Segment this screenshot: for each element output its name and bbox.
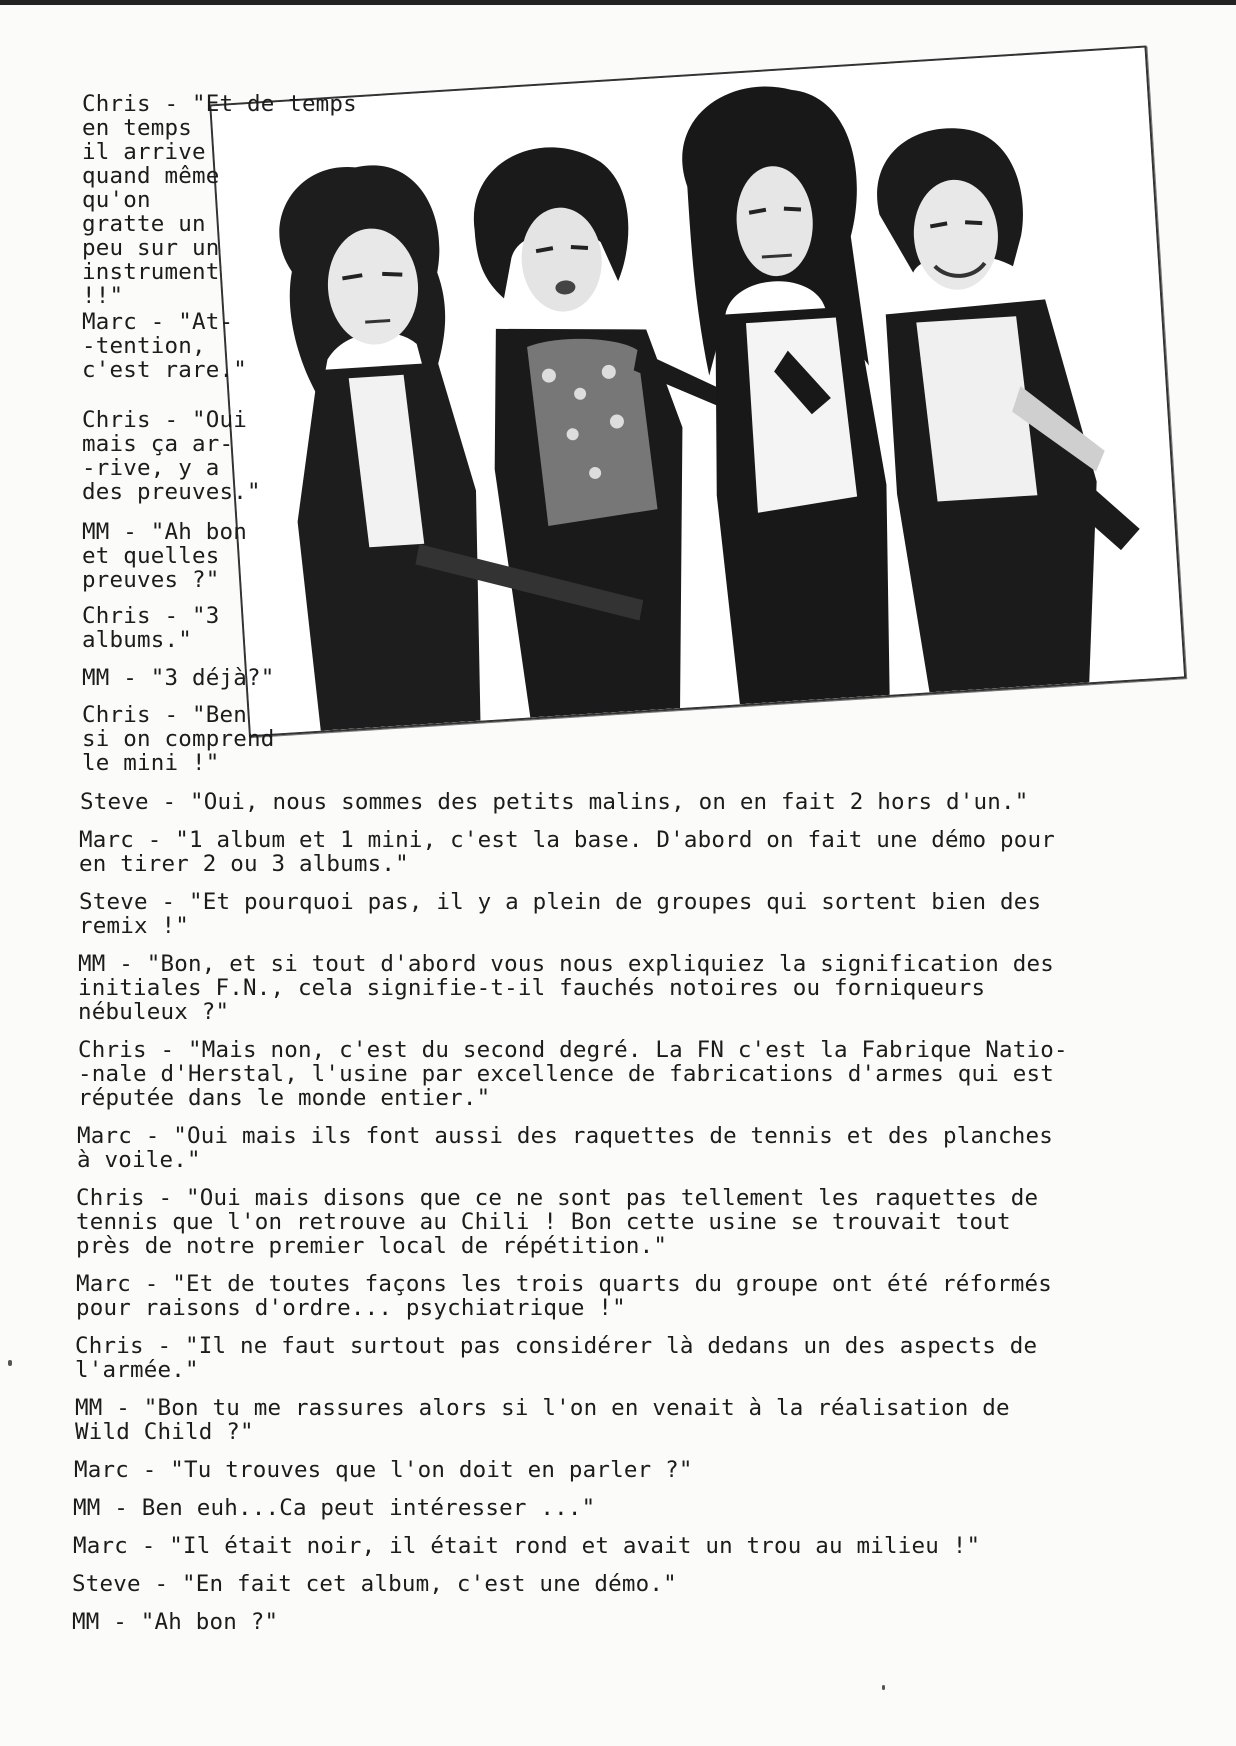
dialogue-line: preuves ?"	[82, 567, 220, 593]
dialogue-line: -rive, y a	[82, 455, 220, 481]
dialogue-paragraph	[72, 1610, 278, 1634]
dialogue-line: albums."	[82, 627, 192, 653]
dialogue-paragraph	[72, 1572, 677, 1596]
intro-line: gratte un	[82, 211, 206, 237]
dialogue-line: Chris - "Il ne faut surtout pas considérer là dedans un des aspects de	[75, 1333, 1038, 1359]
dialogue-line: Chris - "Mais non, c'est du second degré. La FN c'est la Fabrique Natio-	[78, 1037, 1068, 1063]
dialogue-line: Steve - "Et pourquoi pas, il y a plein de groupes qui sortent bien des	[79, 889, 1042, 915]
intro-line: Chris - "Et de temps	[82, 91, 357, 117]
dialogue-line: tennis que l'on retrouve au Chili ! Bon cette usine se trouvait tout	[76, 1209, 1011, 1235]
dialogue-line: Chris - "Oui mais disons que ce ne sont pas tellement les raquettes de	[76, 1185, 1039, 1211]
dialogue-paragraph	[80, 790, 1028, 814]
dialogue-paragraph	[75, 1396, 1010, 1444]
dialogue-paragraph	[78, 952, 1054, 1024]
intro-line: !!"	[82, 283, 124, 309]
dialogue-line: l'armée."	[75, 1357, 199, 1383]
dialogue-paragraph	[73, 1534, 980, 1558]
dialogue-paragraph	[76, 1186, 1038, 1258]
dialogue-paragraph	[82, 310, 247, 382]
dialogue-line: MM - Ben euh...Ca peut intéresser ..."	[73, 1495, 596, 1521]
page-top-edge	[0, 0, 1236, 5]
dialogue-line: en tirer 2 ou 3 albums."	[79, 851, 409, 877]
dialogue-line: Chris - "Oui	[82, 407, 247, 433]
dialogue-line: à voile."	[77, 1147, 201, 1173]
dialogue-paragraph	[82, 666, 274, 690]
dialogue-paragraph	[82, 703, 274, 775]
intro-line: peu sur un	[82, 235, 220, 261]
dialogue-paragraph	[74, 1458, 693, 1482]
dialogue-line: Marc - "Tu trouves que l'on doit en parler ?"	[74, 1457, 693, 1483]
dialogue-paragraph	[75, 1334, 1037, 1382]
dialogue-line: pour raisons d'ordre... psychiatrique !"	[76, 1295, 626, 1321]
dialogue-line: Marc - "Et de toutes façons les trois quarts du groupe ont été réformés	[76, 1271, 1052, 1297]
band-photo-image	[211, 48, 1184, 735]
intro-line: en temps	[82, 115, 192, 141]
dialogue-line: Chris - "Ben	[82, 702, 247, 728]
paper-speck	[8, 1360, 12, 1366]
intro-line: instrument	[82, 259, 220, 285]
dialogue-line: -nale d'Herstal, l'usine par excellence de fabrications d'armes qui est	[78, 1061, 1054, 1087]
dialogue-paragraph	[82, 604, 219, 652]
dialogue-line: Steve - "Oui, nous sommes des petits malins, on en fait 2 hors d'un."	[80, 789, 1029, 815]
paper-speck	[882, 1685, 885, 1690]
dialogue-line: et quelles	[82, 543, 220, 569]
dialogue-line: si on comprend	[82, 726, 275, 752]
dialogue-line: mais ça ar-	[82, 431, 234, 457]
dialogue-line: remix !"	[79, 913, 189, 939]
dialogue-paragraph	[78, 1038, 1068, 1110]
dialogue-line: MM - "Bon, et si tout d'abord vous nous expliquiez la signification des	[78, 951, 1054, 977]
dialogue-line: MM - "Bon tu me rassures alors si l'on en venait à la réalisation de	[75, 1395, 1010, 1421]
dialogue-line: le mini !"	[82, 750, 220, 776]
dialogue-line: Wild Child ?"	[75, 1419, 254, 1445]
dialogue-line: initiales F.N., cela signifie-t-il fauchés notoires ou forniqueurs	[78, 975, 986, 1001]
dialogue-paragraph	[77, 1124, 1053, 1172]
dialogue-line: Marc - "At-	[82, 309, 234, 335]
dialogue-paragraph	[82, 408, 261, 504]
dialogue-line: MM - "Ah bon ?"	[72, 1609, 279, 1635]
dialogue-line: Chris - "3	[82, 603, 220, 629]
dialogue-line: MM - "3 déjà?"	[82, 665, 275, 691]
dialogue-line: près de notre premier local de répétition."	[76, 1233, 668, 1259]
intro-line: quand même	[82, 163, 220, 189]
dialogue-line: Steve - "En fait cet album, c'est une démo."	[72, 1571, 677, 1597]
intro-paragraph	[82, 92, 357, 308]
dialogue-line: des preuves."	[82, 479, 261, 505]
dialogue-line: nébuleux ?"	[78, 999, 230, 1025]
dialogue-line: Marc - "Il était noir, il était rond et avait un trou au milieu !"	[73, 1533, 981, 1559]
dialogue-paragraph	[79, 828, 1055, 876]
dialogue-line: -tention,	[82, 333, 206, 359]
dialogue-paragraph	[79, 890, 1041, 938]
dialogue-line: réputée dans le monde entier."	[78, 1085, 491, 1111]
dialogue-paragraph	[73, 1496, 595, 1520]
dialogue-line: Marc - "1 album et 1 mini, c'est la base. D'abord on fait une démo pour	[79, 827, 1055, 853]
intro-line: qu'on	[82, 187, 151, 213]
dialogue-paragraph	[76, 1272, 1052, 1320]
dialogue-line: MM - "Ah bon	[82, 519, 247, 545]
dialogue-line: c'est rare."	[82, 357, 247, 383]
dialogue-line: Marc - "Oui mais ils font aussi des raquettes de tennis et des planches	[77, 1123, 1053, 1149]
intro-line: il arrive	[82, 139, 206, 165]
dialogue-paragraph	[82, 520, 247, 592]
